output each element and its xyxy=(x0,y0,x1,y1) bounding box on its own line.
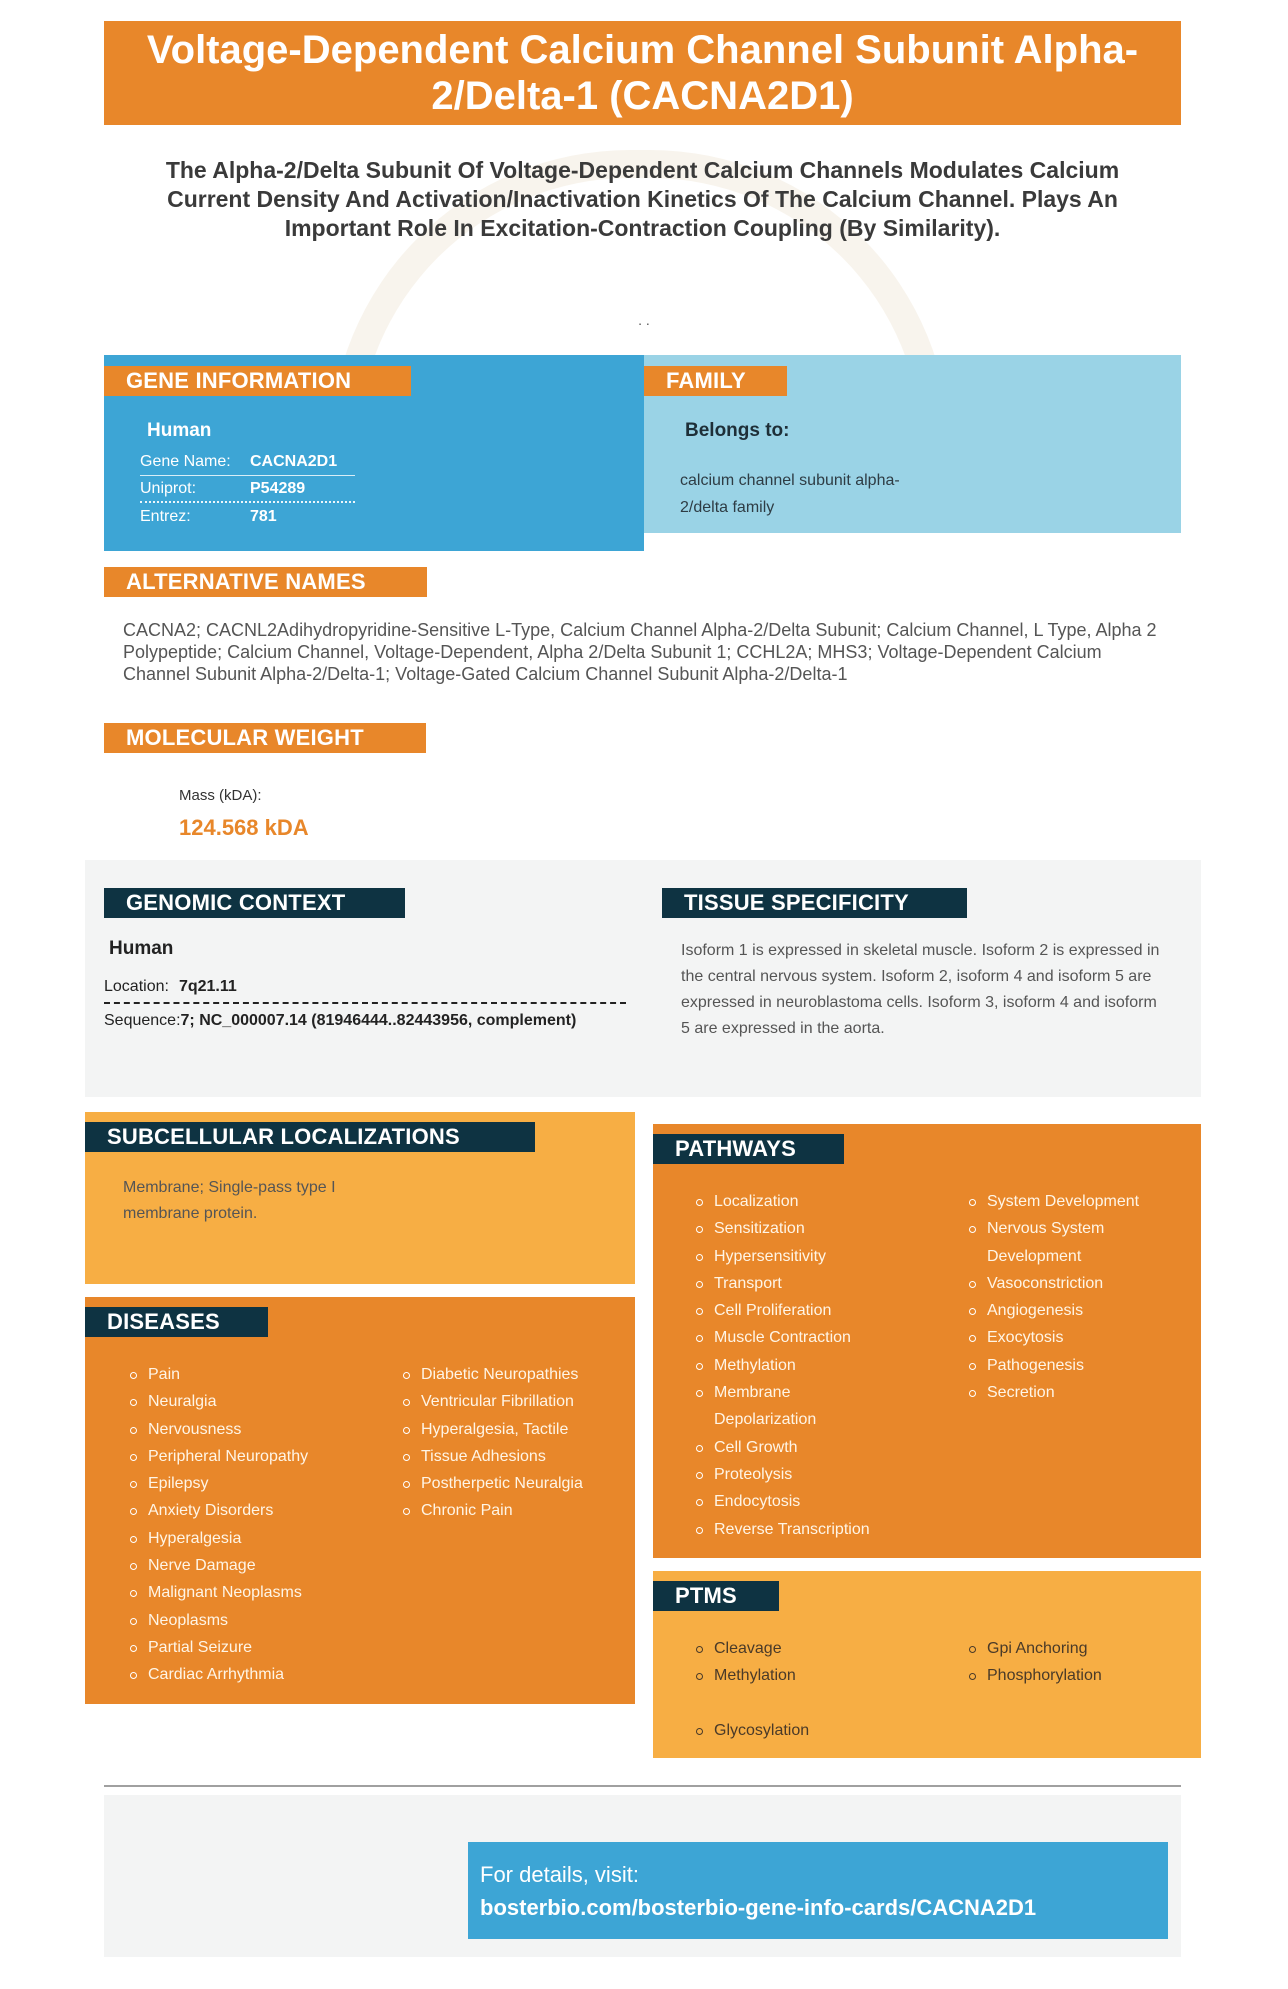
ptms-list-col2 xyxy=(967,1635,1102,1690)
pathways-list-col1 xyxy=(694,1188,924,1543)
footer-details-box xyxy=(468,1842,1168,1939)
list-item: Glycosylation xyxy=(694,1717,809,1744)
list-item: Diabetic Neuropathies xyxy=(401,1361,583,1388)
list-item: Pathogenesis xyxy=(967,1352,1167,1379)
list-item: Neoplasms xyxy=(128,1607,308,1634)
footer-details-link[interactable]: bosterbio.com/bosterbio-gene-info-cards/CACNA2D1 xyxy=(480,1895,1037,1920)
gene-name-label: Gene Name: xyxy=(140,453,231,470)
tissue-specificity-text: Isoform 1 is expressed in skeletal muscle. Isoform 2 is expressed in the central nervous system. Isoform 2, isoform 4 and isoform 5 are expressed in neuroblastoma cells. Isoform 3, isoform 4 and isoform 5 are expressed in the aorta. xyxy=(681,942,1160,1037)
list-item: Tissue Adhesions xyxy=(401,1443,583,1470)
list-item: Membrane Depolarization xyxy=(694,1379,844,1434)
gene-name-row xyxy=(140,449,355,476)
list-item: Cell Growth xyxy=(694,1434,924,1461)
separator-dots: . . xyxy=(638,312,650,328)
list-item: Hypersensitivity xyxy=(694,1243,924,1270)
gene-info-table xyxy=(140,449,355,530)
gene-species: Human xyxy=(147,420,212,441)
list-item: Gpi Anchoring xyxy=(967,1635,1102,1662)
list-item: Nervousness xyxy=(128,1416,308,1443)
location-label: Location: xyxy=(104,978,169,995)
genomic-sequence-row xyxy=(104,1012,576,1030)
list-item: Chronic Pain xyxy=(401,1497,583,1524)
list-item: Vasoconstriction xyxy=(967,1270,1167,1297)
pathways-list-col2 xyxy=(967,1188,1167,1406)
list-item: Epilepsy xyxy=(128,1470,308,1497)
mass-value: 124.568 kDA xyxy=(179,815,309,840)
gene-information-heading: GENE INFORMATION xyxy=(104,366,411,396)
diseases-heading: DISEASES xyxy=(85,1307,268,1337)
list-item: Peripheral Neuropathy xyxy=(128,1443,308,1470)
list-item: Angiogenesis xyxy=(967,1297,1167,1324)
list-item: Secretion xyxy=(967,1379,1167,1406)
ptms-list-col1 xyxy=(694,1635,796,1690)
list-item: Proteolysis xyxy=(694,1461,924,1488)
list-item: Hyperalgesia, Tactile xyxy=(401,1416,583,1443)
entrez-value: 781 xyxy=(250,507,277,525)
list-item: Exocytosis xyxy=(967,1324,1167,1351)
list-item: Transport xyxy=(694,1270,924,1297)
subcellular-heading: SUBCELLULAR LOCALIZATIONS xyxy=(85,1122,535,1152)
ptms-list-extra xyxy=(694,1717,809,1744)
list-item: Neuralgia xyxy=(128,1388,308,1415)
uniprot-label: Uniprot: xyxy=(140,479,197,497)
entrez-row xyxy=(140,503,355,530)
list-item: Nerve Damage xyxy=(128,1552,308,1579)
diseases-list-col2 xyxy=(401,1361,583,1525)
diseases-list-col1 xyxy=(128,1361,308,1689)
list-item: Partial Seizure xyxy=(128,1634,308,1661)
uniprot-row xyxy=(140,476,355,503)
genomic-species: Human xyxy=(109,938,174,959)
gene-name-value: CACNA2D1 xyxy=(250,453,338,470)
entrez-label: Entrez: xyxy=(140,507,191,525)
list-item: Reverse Transcription xyxy=(694,1516,924,1543)
molecular-weight-heading: MOLECULAR WEIGHT xyxy=(104,723,426,753)
sequence-value: 7; NC_000007.14 (81946444..82443956, complement) xyxy=(180,1012,577,1029)
mass-label: Mass (kDA): xyxy=(179,787,262,804)
list-item: Nervous System Development xyxy=(967,1215,1117,1270)
protein-description: The Alpha-2/Delta Subunit Of Voltage-Dependent Calcium Channels Modulates Calcium Current Density And Activation/Inactivation Kinetics Of The Calcium Channel. Plays An Important Role In Excitation-Contraction Coupling (By Similarity). xyxy=(165,157,1120,241)
subcellular-text: Membrane; Single-pass type I membrane protein. xyxy=(123,1179,336,1222)
list-item: System Development xyxy=(967,1188,1167,1215)
list-item: Phosphorylation xyxy=(967,1662,1102,1689)
list-item: Ventricular Fibrillation xyxy=(401,1388,583,1415)
ptms-heading: PTMS xyxy=(653,1581,779,1611)
list-item: Anxiety Disorders xyxy=(128,1497,308,1524)
list-item: Cardiac Arrhythmia xyxy=(128,1661,308,1688)
pathways-heading: PATHWAYS xyxy=(653,1134,844,1164)
list-item: Localization xyxy=(694,1188,924,1215)
family-heading: FAMILY xyxy=(644,366,787,396)
alternative-names-text: CACNA2; CACNL2Adihydropyridine-Sensitive L-Type, Calcium Channel Alpha-2/Delta Subunit; Calcium Channel, L Type, Alpha 2 Polypeptide; Calcium Channel, Voltage-Dependent, Alpha 2/Delta Subunit 1; CCHL2A; MHS3; Voltage-Dependent Calcium Channel Subunit Alpha-2/Delta-1; Voltage-Gated Calcium Channel Subunit Alpha-2/Delta-1 xyxy=(123,620,1157,684)
list-item: Muscle Contraction xyxy=(694,1324,924,1351)
sequence-label: Sequence: xyxy=(104,1012,181,1029)
alternative-names-heading: ALTERNATIVE NAMES xyxy=(104,567,427,597)
page-title xyxy=(104,21,1181,125)
location-value: 7q21.11 xyxy=(178,978,237,995)
footer-divider xyxy=(104,1785,1181,1787)
tissue-specificity-heading: TISSUE SPECIFICITY xyxy=(662,888,967,918)
family-belongs-label: Belongs to: xyxy=(685,420,790,441)
page-title-text: Voltage-Dependent Calcium Channel Subunit Alpha-2/Delta-1 (CACNA2D1) xyxy=(146,28,1139,118)
uniprot-value: P54289 xyxy=(250,479,306,497)
family-text: calcium channel subunit alpha-2/delta family xyxy=(680,472,900,516)
list-item: Sensitization xyxy=(694,1215,924,1242)
genomic-location-row xyxy=(104,978,626,1004)
list-item: Endocytosis xyxy=(694,1488,924,1515)
list-item: Postherpetic Neuralgia xyxy=(401,1470,583,1497)
list-item: Cell Proliferation xyxy=(694,1297,924,1324)
list-item: Pain xyxy=(128,1361,308,1388)
list-item: Malignant Neoplasms xyxy=(128,1579,308,1606)
list-item: Methylation xyxy=(694,1662,796,1689)
genomic-context-heading: GENOMIC CONTEXT xyxy=(104,888,405,918)
list-item: Cleavage xyxy=(694,1635,796,1662)
list-item: Hyperalgesia xyxy=(128,1525,308,1552)
footer-visit-text: For details, visit: xyxy=(480,1862,639,1887)
list-item: Methylation xyxy=(694,1352,924,1379)
